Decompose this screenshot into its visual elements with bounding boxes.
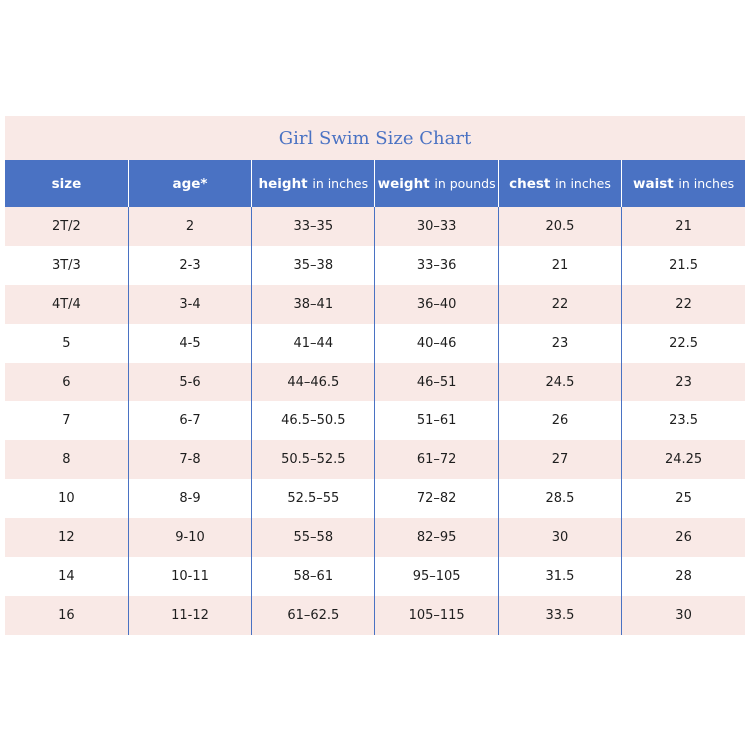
chart-title-text: Girl Swim Size Chart — [278, 127, 472, 149]
header-row — [5, 160, 745, 207]
table-cell: 95–105 — [375, 557, 498, 596]
table-cell: 30 — [622, 596, 745, 635]
column-header-label: chest — [509, 175, 551, 192]
table-cell: 5 — [5, 324, 128, 363]
table-row — [5, 518, 745, 557]
table-cell: 20.5 — [498, 207, 621, 246]
table-cell: 5-6 — [128, 363, 251, 402]
table-cell: 61–62.5 — [252, 596, 375, 635]
table-cell: 40–46 — [375, 324, 498, 363]
table-row — [5, 557, 745, 596]
table-cell: 22 — [498, 285, 621, 324]
table-cell: 72–82 — [375, 479, 498, 518]
column-header-label: weight — [377, 175, 430, 192]
table-cell: 24.25 — [622, 440, 745, 479]
table-cell: 8 — [5, 440, 128, 479]
table-cell: 23.5 — [622, 401, 745, 440]
table-cell: 8-9 — [128, 479, 251, 518]
table-cell: 55–58 — [252, 518, 375, 557]
column-header-waist — [622, 160, 745, 207]
table-cell: 33–35 — [252, 207, 375, 246]
table-cell: 26 — [622, 518, 745, 557]
table-cell: 21 — [498, 246, 621, 285]
table-cell: 21 — [622, 207, 745, 246]
table-cell: 33.5 — [498, 596, 621, 635]
table-cell: 3T/3 — [5, 246, 128, 285]
table-cell: 7 — [5, 401, 128, 440]
table-row — [5, 479, 745, 518]
column-header-label: height — [258, 175, 308, 192]
table-body — [5, 207, 745, 635]
table-cell: 52.5–55 — [252, 479, 375, 518]
column-header-unit: in inches — [678, 175, 735, 191]
table-cell: 28 — [622, 557, 745, 596]
table-cell: 36–40 — [375, 285, 498, 324]
column-header-chest — [498, 160, 621, 207]
table-cell: 3-4 — [128, 285, 251, 324]
table-cell: 82–95 — [375, 518, 498, 557]
table-row — [5, 207, 745, 246]
table-cell: 11-12 — [128, 596, 251, 635]
column-header-unit: in inches — [555, 175, 611, 191]
table-cell: 16 — [5, 596, 128, 635]
table-cell: 7-8 — [128, 440, 251, 479]
table-row — [5, 401, 745, 440]
table-row — [5, 324, 745, 363]
table-cell: 10-11 — [128, 557, 251, 596]
table-cell: 30 — [498, 518, 621, 557]
table-cell: 6-7 — [128, 401, 251, 440]
table-cell: 23 — [498, 324, 621, 363]
table-row — [5, 363, 745, 402]
table-cell: 14 — [5, 557, 128, 596]
column-header-unit: in pounds — [434, 175, 496, 191]
table-cell: 12 — [5, 518, 128, 557]
table-cell: 23 — [622, 363, 745, 402]
table-cell: 4T/4 — [5, 285, 128, 324]
table-cell: 2T/2 — [5, 207, 128, 246]
table-cell: 58–61 — [252, 557, 375, 596]
table-cell: 2 — [128, 207, 251, 246]
table-cell: 4-5 — [128, 324, 251, 363]
table-cell: 50.5–52.5 — [252, 440, 375, 479]
table-cell: 46.5–50.5 — [252, 401, 375, 440]
table-cell: 24.5 — [498, 363, 621, 402]
column-header-height — [252, 160, 375, 207]
table-row — [5, 246, 745, 285]
column-header-size — [5, 160, 128, 207]
size-table — [5, 160, 745, 635]
table-cell: 33–36 — [375, 246, 498, 285]
table-row — [5, 596, 745, 635]
table-cell: 21.5 — [622, 246, 745, 285]
table-cell: 22.5 — [622, 324, 745, 363]
column-header-unit: in inches — [312, 175, 369, 191]
table-cell: 105–115 — [375, 596, 498, 635]
table-cell: 6 — [5, 363, 128, 402]
table-cell: 38–41 — [252, 285, 375, 324]
column-header-age — [128, 160, 251, 207]
table-cell: 35–38 — [252, 246, 375, 285]
table-cell: 46–51 — [375, 363, 498, 402]
table-cell: 44–46.5 — [252, 363, 375, 402]
column-header-label: age* — [172, 175, 208, 192]
table-cell: 51–61 — [375, 401, 498, 440]
column-header-weight — [375, 160, 498, 207]
table-header — [5, 160, 745, 207]
table-cell: 27 — [498, 440, 621, 479]
table-cell: 10 — [5, 479, 128, 518]
table-row — [5, 440, 745, 479]
size-chart — [5, 116, 745, 635]
table-cell: 9-10 — [128, 518, 251, 557]
chart-title — [5, 116, 745, 160]
column-header-label: waist — [632, 175, 674, 192]
table-row — [5, 285, 745, 324]
table-cell: 30–33 — [375, 207, 498, 246]
table-cell: 25 — [622, 479, 745, 518]
table-cell: 41–44 — [252, 324, 375, 363]
table-cell: 28.5 — [498, 479, 621, 518]
table-cell: 31.5 — [498, 557, 621, 596]
table-cell: 22 — [622, 285, 745, 324]
table-cell: 2-3 — [128, 246, 251, 285]
column-header-label: size — [51, 175, 82, 192]
table-cell: 61–72 — [375, 440, 498, 479]
table-cell: 26 — [498, 401, 621, 440]
